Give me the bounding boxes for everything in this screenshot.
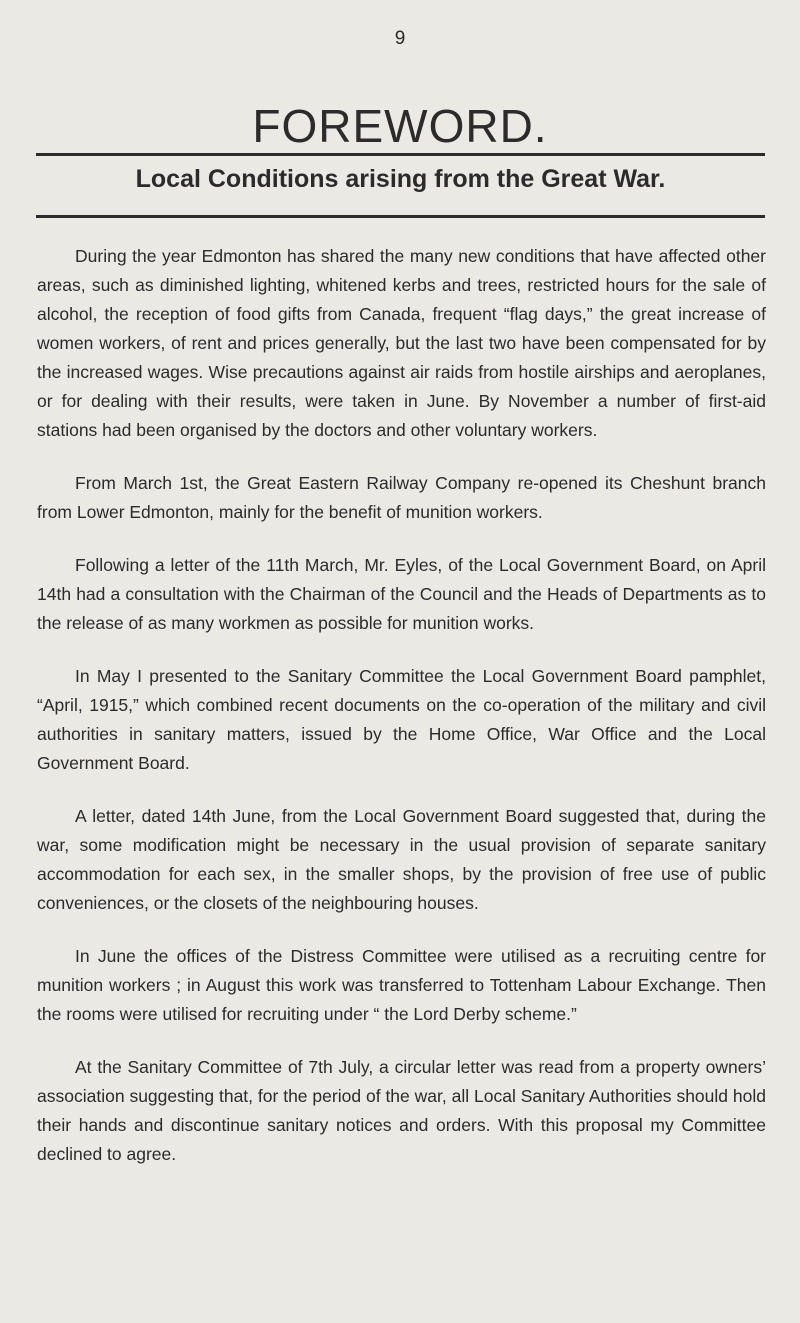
paragraph: During the year Edmonton has shared the many new conditions that have affected other areas, such as diminished lighting, whitened kerbs and trees, restricted hours for the sale of alcohol, the reception of food gifts from Canada, frequent “flag days,” the great increase of women workers, of rent and prices generally, but the last two have been compensated for by the increased wages. Wise precautions against air raids from hostile airships and aeroplanes, or for dealing with their results, were taken in June. By November a number of first-aid stations had been organised by the doctors and other voluntary workers. (37, 246, 766, 440)
body-text (37, 242, 766, 1193)
page-title: FOREWORD. (252, 99, 548, 152)
bottom-rule (36, 215, 765, 218)
paragraph: At the Sanitary Committee of 7th July, a circular letter was read from a property owners’ association suggesting that, for the period of the war, all Local Sanitary Authorities should hold their hands and discontinue sanitary notices and orders. With this proposal my Committee declined to agree. (37, 1057, 766, 1164)
paragraph: In June the offices of the Distress Committee were utilised as a recruiting centre for munition workers ; in August this work was transferred to Tottenham Labour Exchange. Then the rooms were utilised for recruiting under “ the Lord Derby scheme.” (37, 946, 766, 1024)
section-heading: Local Conditions arising from the Great War. (135, 165, 666, 193)
paragraph: From March 1st, the Great Eastern Railway Company re-opened its Cheshunt branch from Lower Edmonton, mainly for the benefit of munition workers. (37, 473, 766, 522)
paragraph: A letter, dated 14th June, from the Local Government Board suggested that, during the war, some modification might be necessary in the usual provision of separate sanitary accommodation for each sex, in the smaller shops, by the provision of free use of public conveniences, or the closets of the neighbouring houses. (37, 806, 766, 913)
page-number: 9 (394, 28, 406, 49)
paragraph: Following a letter of the 11th March, Mr. Eyles, of the Local Government Board, on April 14th had a consultation with the Chairman of the Council and the Heads of Departments as to the release of as many workmen as possible for munition works. (37, 555, 766, 633)
top-rule (36, 153, 765, 156)
paragraph: In May I presented to the Sanitary Committee the Local Government Board pamphlet, “April, 1915,” which combined recent documents on the co-operation of the military and civil authorities in sanitary matters, issued by the Home Office, War Office and the Local Government Board. (37, 666, 766, 773)
